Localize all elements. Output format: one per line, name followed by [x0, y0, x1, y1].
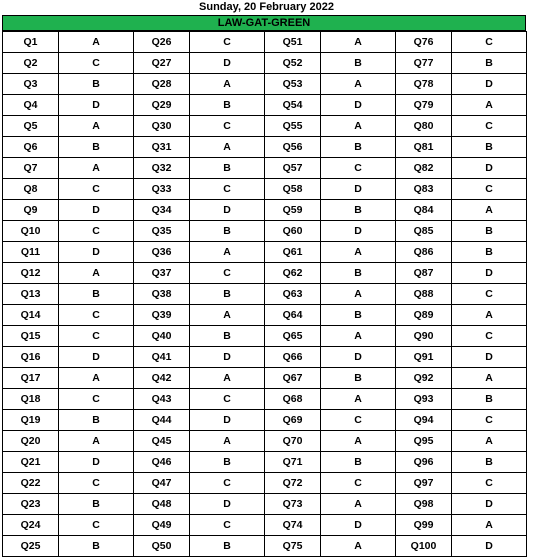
answer-letter-cell: C [321, 158, 396, 179]
answer-letter-cell: A [59, 158, 134, 179]
answer-letter-cell: A [190, 368, 265, 389]
answer-letter-cell: A [59, 368, 134, 389]
question-number-cell: Q59 [265, 200, 321, 221]
answer-letter-cell: B [190, 95, 265, 116]
question-number-cell: Q72 [265, 473, 321, 494]
question-number-cell: Q46 [134, 452, 190, 473]
question-number-cell: Q65 [265, 326, 321, 347]
question-number-cell: Q68 [265, 389, 321, 410]
table-row [3, 179, 527, 200]
question-number-cell: Q43 [134, 389, 190, 410]
question-number-cell: Q66 [265, 347, 321, 368]
question-number-cell: Q83 [396, 179, 452, 200]
answer-letter-cell: D [190, 410, 265, 431]
question-number-cell: Q6 [3, 137, 59, 158]
answer-letter-cell: C [190, 32, 265, 53]
answer-letter-cell: C [190, 116, 265, 137]
question-number-cell: Q79 [396, 95, 452, 116]
question-number-cell: Q29 [134, 95, 190, 116]
question-number-cell: Q63 [265, 284, 321, 305]
question-number-cell: Q74 [265, 515, 321, 536]
table-row [3, 326, 527, 347]
question-number-cell: Q54 [265, 95, 321, 116]
question-number-cell: Q76 [396, 32, 452, 53]
question-number-cell: Q32 [134, 158, 190, 179]
question-number-cell: Q61 [265, 242, 321, 263]
answer-letter-cell: A [452, 305, 527, 326]
answer-letter-cell: C [452, 284, 527, 305]
question-number-cell: Q15 [3, 326, 59, 347]
question-number-cell: Q34 [134, 200, 190, 221]
question-number-cell: Q2 [3, 53, 59, 74]
answer-letter-cell: C [452, 179, 527, 200]
question-number-cell: Q86 [396, 242, 452, 263]
question-number-cell: Q84 [396, 200, 452, 221]
question-number-cell: Q22 [3, 473, 59, 494]
question-number-cell: Q94 [396, 410, 452, 431]
answer-letter-cell: D [59, 95, 134, 116]
table-row [3, 431, 527, 452]
answer-letter-cell: C [452, 326, 527, 347]
table-row [3, 515, 527, 536]
answer-letter-cell: C [190, 179, 265, 200]
answer-letter-cell: A [190, 74, 265, 95]
answer-letter-cell: C [59, 326, 134, 347]
question-number-cell: Q35 [134, 221, 190, 242]
answer-letter-cell: A [452, 431, 527, 452]
question-number-cell: Q80 [396, 116, 452, 137]
answer-letter-cell: D [321, 347, 396, 368]
answer-letter-cell: D [452, 347, 527, 368]
table-row [3, 158, 527, 179]
answer-letter-cell: A [59, 32, 134, 53]
answer-letter-cell: D [59, 200, 134, 221]
question-number-cell: Q26 [134, 32, 190, 53]
question-number-cell: Q44 [134, 410, 190, 431]
answer-letter-cell: A [59, 116, 134, 137]
answer-letter-cell: D [59, 242, 134, 263]
question-number-cell: Q73 [265, 494, 321, 515]
answer-letter-cell: A [321, 32, 396, 53]
question-number-cell: Q23 [3, 494, 59, 515]
question-number-cell: Q97 [396, 473, 452, 494]
answer-letter-cell: C [59, 221, 134, 242]
answer-letter-cell: A [321, 74, 396, 95]
answer-letter-cell: A [190, 431, 265, 452]
table-row [3, 410, 527, 431]
answer-letter-cell: B [59, 494, 134, 515]
answer-letter-cell: B [321, 368, 396, 389]
answer-letter-cell: B [452, 389, 527, 410]
answer-letter-cell: B [190, 536, 265, 557]
answer-letter-cell: A [59, 263, 134, 284]
answer-letter-cell: B [190, 158, 265, 179]
table-row [3, 137, 527, 158]
answer-letter-cell: A [452, 368, 527, 389]
question-number-cell: Q41 [134, 347, 190, 368]
answer-letter-cell: A [452, 515, 527, 536]
table-row [3, 200, 527, 221]
answer-letter-cell: B [452, 53, 527, 74]
question-number-cell: Q81 [396, 137, 452, 158]
question-number-cell: Q31 [134, 137, 190, 158]
table-row [3, 347, 527, 368]
question-number-cell: Q85 [396, 221, 452, 242]
answer-letter-cell: D [190, 494, 265, 515]
answer-letter-cell: B [59, 284, 134, 305]
answer-letter-cell: C [190, 515, 265, 536]
question-number-cell: Q87 [396, 263, 452, 284]
table-row [3, 263, 527, 284]
answer-letter-cell: A [321, 536, 396, 557]
answer-letter-cell: D [321, 221, 396, 242]
question-number-cell: Q47 [134, 473, 190, 494]
answer-letter-cell: B [59, 536, 134, 557]
question-number-cell: Q37 [134, 263, 190, 284]
answer-letter-cell: B [190, 221, 265, 242]
answer-letter-cell: A [452, 200, 527, 221]
question-number-cell: Q25 [3, 536, 59, 557]
answer-letter-cell: A [190, 242, 265, 263]
answer-letter-cell: A [321, 389, 396, 410]
answer-letter-cell: C [190, 263, 265, 284]
question-number-cell: Q67 [265, 368, 321, 389]
question-number-cell: Q9 [3, 200, 59, 221]
question-number-cell: Q45 [134, 431, 190, 452]
answer-letter-cell: B [321, 263, 396, 284]
answer-letter-cell: C [190, 473, 265, 494]
table-row [3, 389, 527, 410]
answer-letter-cell: A [452, 95, 527, 116]
question-number-cell: Q8 [3, 179, 59, 200]
question-number-cell: Q57 [265, 158, 321, 179]
question-number-cell: Q30 [134, 116, 190, 137]
answer-letter-cell: D [321, 179, 396, 200]
answer-key-title-banner: LAW-GAT-GREEN [2, 15, 526, 31]
question-number-cell: Q14 [3, 305, 59, 326]
answer-letter-cell: C [190, 389, 265, 410]
answer-letter-cell: C [59, 473, 134, 494]
question-number-cell: Q64 [265, 305, 321, 326]
question-number-cell: Q7 [3, 158, 59, 179]
question-number-cell: Q60 [265, 221, 321, 242]
answer-letter-cell: D [452, 158, 527, 179]
question-number-cell: Q96 [396, 452, 452, 473]
question-number-cell: Q70 [265, 431, 321, 452]
answer-letter-cell: B [321, 137, 396, 158]
answer-letter-cell: C [452, 116, 527, 137]
question-number-cell: Q51 [265, 32, 321, 53]
question-number-cell: Q21 [3, 452, 59, 473]
table-row [3, 284, 527, 305]
answer-letter-cell: D [190, 53, 265, 74]
question-number-cell: Q1 [3, 32, 59, 53]
answer-letter-cell: C [321, 473, 396, 494]
question-number-cell: Q75 [265, 536, 321, 557]
answer-letter-cell: A [190, 137, 265, 158]
question-number-cell: Q42 [134, 368, 190, 389]
answer-letter-cell: B [452, 242, 527, 263]
answer-letter-cell: D [59, 452, 134, 473]
question-number-cell: Q3 [3, 74, 59, 95]
question-number-cell: Q27 [134, 53, 190, 74]
table-row [3, 74, 527, 95]
question-number-cell: Q89 [396, 305, 452, 326]
table-row [3, 536, 527, 557]
answer-letter-cell: C [452, 410, 527, 431]
question-number-cell: Q20 [3, 431, 59, 452]
answer-letter-cell: C [59, 389, 134, 410]
question-number-cell: Q10 [3, 221, 59, 242]
answer-letter-cell: B [59, 410, 134, 431]
question-number-cell: Q40 [134, 326, 190, 347]
answer-letter-cell: D [321, 95, 396, 116]
question-number-cell: Q82 [396, 158, 452, 179]
question-number-cell: Q53 [265, 74, 321, 95]
question-number-cell: Q17 [3, 368, 59, 389]
question-number-cell: Q71 [265, 452, 321, 473]
answer-letter-cell: A [321, 494, 396, 515]
table-row [3, 116, 527, 137]
question-number-cell: Q91 [396, 347, 452, 368]
answer-letter-cell: D [59, 347, 134, 368]
question-number-cell: Q39 [134, 305, 190, 326]
table-row [3, 242, 527, 263]
question-number-cell: Q90 [396, 326, 452, 347]
answer-letter-cell: B [190, 284, 265, 305]
question-number-cell: Q28 [134, 74, 190, 95]
question-number-cell: Q4 [3, 95, 59, 116]
table-row [3, 494, 527, 515]
question-number-cell: Q92 [396, 368, 452, 389]
question-number-cell: Q93 [396, 389, 452, 410]
answer-letter-cell: B [452, 221, 527, 242]
answer-letter-cell: A [59, 431, 134, 452]
table-row [3, 95, 527, 116]
question-number-cell: Q62 [265, 263, 321, 284]
answer-letter-cell: A [321, 431, 396, 452]
question-number-cell: Q48 [134, 494, 190, 515]
answer-letter-cell: C [59, 179, 134, 200]
question-number-cell: Q98 [396, 494, 452, 515]
answer-letter-cell: B [59, 74, 134, 95]
answer-letter-cell: D [190, 347, 265, 368]
answer-letter-cell: A [321, 116, 396, 137]
question-number-cell: Q56 [265, 137, 321, 158]
table-row [3, 221, 527, 242]
table-row [3, 452, 527, 473]
question-number-cell: Q77 [396, 53, 452, 74]
answer-letter-cell: D [321, 515, 396, 536]
table-row [3, 305, 527, 326]
question-number-cell: Q13 [3, 284, 59, 305]
answer-letter-cell: C [452, 473, 527, 494]
question-number-cell: Q55 [265, 116, 321, 137]
question-number-cell: Q52 [265, 53, 321, 74]
answer-letter-cell: B [321, 452, 396, 473]
answer-letter-cell: D [452, 74, 527, 95]
question-number-cell: Q58 [265, 179, 321, 200]
answer-letter-cell: B [452, 452, 527, 473]
answer-letter-cell: C [59, 53, 134, 74]
table-row [3, 473, 527, 494]
answer-letter-cell: B [452, 137, 527, 158]
answer-letter-cell: D [452, 494, 527, 515]
question-number-cell: Q33 [134, 179, 190, 200]
question-number-cell: Q69 [265, 410, 321, 431]
answer-letter-cell: D [190, 200, 265, 221]
answer-letter-cell: C [59, 305, 134, 326]
answer-letter-cell: B [190, 326, 265, 347]
answer-letter-cell: B [190, 452, 265, 473]
question-number-cell: Q49 [134, 515, 190, 536]
question-number-cell: Q50 [134, 536, 190, 557]
answer-letter-cell: C [59, 515, 134, 536]
answer-letter-cell: D [452, 263, 527, 284]
question-number-cell: Q12 [3, 263, 59, 284]
question-number-cell: Q78 [396, 74, 452, 95]
answer-key-table [2, 31, 527, 557]
question-number-cell: Q18 [3, 389, 59, 410]
question-number-cell: Q99 [396, 515, 452, 536]
answer-letter-cell: B [59, 137, 134, 158]
question-number-cell: Q16 [3, 347, 59, 368]
question-number-cell: Q24 [3, 515, 59, 536]
answer-letter-cell: C [321, 410, 396, 431]
question-number-cell: Q88 [396, 284, 452, 305]
answer-letter-cell: A [321, 284, 396, 305]
answer-letter-cell: B [321, 305, 396, 326]
answer-key-body [3, 32, 527, 557]
table-row [3, 368, 527, 389]
table-row [3, 53, 527, 74]
answer-letter-cell: A [321, 326, 396, 347]
question-number-cell: Q36 [134, 242, 190, 263]
answer-letter-cell: D [452, 536, 527, 557]
question-number-cell: Q5 [3, 116, 59, 137]
answer-letter-cell: A [190, 305, 265, 326]
answer-letter-cell: B [321, 200, 396, 221]
question-number-cell: Q95 [396, 431, 452, 452]
question-number-cell: Q19 [3, 410, 59, 431]
question-number-cell: Q38 [134, 284, 190, 305]
question-number-cell: Q100 [396, 536, 452, 557]
answer-letter-cell: A [321, 242, 396, 263]
question-number-cell: Q11 [3, 242, 59, 263]
table-row [3, 32, 527, 53]
date-heading: Sunday, 20 February 2022 [199, 1, 334, 13]
answer-letter-cell: C [452, 32, 527, 53]
answer-letter-cell: B [321, 53, 396, 74]
